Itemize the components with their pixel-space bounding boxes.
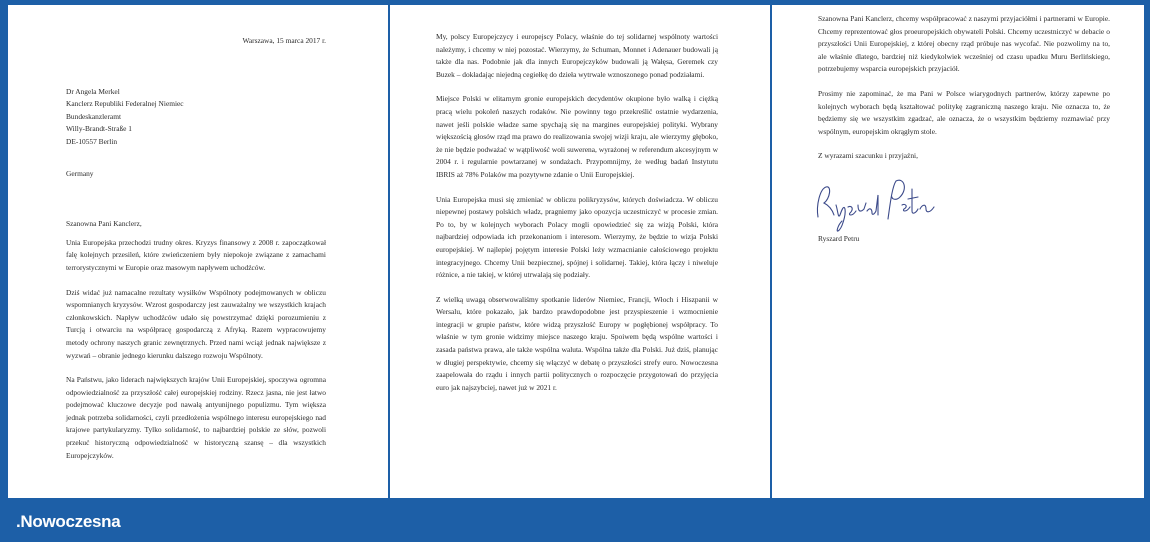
address-line: Kanclerz Republiki Federalnej Niemiec [66, 99, 184, 109]
nowoczesna-logo: .Nowoczesna [16, 512, 121, 531]
paragraph: Z wielką uwagą obserwowaliśmy spotkanie liderów Niemiec, Francji, Włoch i Hiszpanii w Wersalu, które pokazało, jak bardzo prawdopodobne jest przyspieszenie i wzmocnienie integracji w grupie państw, które widzą przyszłość Europy w pogłębionej współpracy. To właśnie w tym gronie widzimy miejsce naszego kraju. Spoiwem będą wspólne wartości i zasada państwa prawa, ale także wspólna waluta. Wspólna także dla Polski. Już dziś, planując w długiej perspektywie, chcemy się włączyć w debatę o przyszłości strefy euro. Nowoczesna zaapelowała do rządu i innych partii politycznych o rozpoczęcie przygotowań do przyjęcia euro jak najszybciej, nawet już w 2021 r. [436, 294, 718, 392]
paragraph: Na Państwu, jako liderach największych krajów Unii Europejskiej, spoczywa ogromna odpowiedzialność za przyszłość całej europejskiej rodziny. Rzecz jasna, nie jest łatwo podejmować kluczowe decyzje pod nawałą antyunijnego populizmu. Tym większa jednak potrzeba solidarności, czyli przedłożenia wspólnego interesu europejskiego nad krajowe partykularyzmy. Tylko solidarność, to najbardziej polskie ze słów, pozwoli przekuć historyczną odpowiedzialność w historyczną szansę – dla wszystkich Europejczyków. [66, 375, 326, 460]
paragraph: Miejsce Polski w elitarnym gronie europejskich decydentów okupione było walką i ciężką pracą wielu pokoleń naszych rodaków. Nie powinny tego przekreślić ostatnie wydarzenia, nawet jeśli polskie władze same spychają się na margines europejskiej polityki. Wybrany większością głosów rząd ma prawo do realizowania swojej wizji kraju, ale wierzymy głęboko, że nie będzie podważać w wątpliwość woli suwerena, wyrażonej w referendum akcesyjnym w 2004 r. i regularnie powtarzanej w sondażach. Przypomnijmy, że według badań Instytutu IBRIS aż 78% Polaków ma pozytywne zdanie o Unii Europejskiej. [436, 94, 718, 179]
letter-date: Warszawa, 15 marca 2017 r. [242, 36, 326, 45]
paragraph: Unia Europejska przechodzi trudny okres. Kryzys finansowy z 2008 r. zapoczątkował falę kolejnych przesileń, które zwieńczeniem były niepokoje związane z zamachami terrorystycznymi w Europie oraz masowym napływem uchodźców. [66, 237, 326, 272]
paragraph: My, polscy Europejczycy i europejscy Polacy, właśnie do tej solidarnej wspólnoty wartości należymy, i chcemy w niej pozostać. Wierzymy, że Schuman, Monnet i Adenauer budowali ją także dla nas. Podobnie jak dla innych Europejczyków budowali ją Wałęsa, Geremek czy Buzek – dokładając niejedną cegiełkę do dzieła wytrwale wznoszonego ponad podziałami. [436, 32, 718, 79]
letter-page-2 [390, 5, 770, 498]
paragraph: Dziś widać już namacalne rezultaty wysiłków Wspólnoty podejmowanych w obliczu wspomnianych kryzysów. Wzrost gospodarczy jest zauważalny we wszystkich krajach członkowskich. Napływ uchodźców udało się powstrzymać dzięki porozumieniu z Turcją i otwarciu na współpracę gospodarczą z Afryką. Razem wypracowujemy metody ochrony naszych granic zewnętrznych. Przed nami wciąż jednak największe z wyzwań – obranie jednego kierunku dalszego rozwoju Wspólnoty. [66, 287, 326, 360]
closing-line: Z wyrazami szacunku i przyjaźni, [818, 151, 918, 161]
recipient-country: Germany [66, 168, 94, 178]
signer-name: Ryszard Petru [818, 233, 860, 243]
paragraph: Unia Europejska musi się zmieniać w obliczu polikryzysów, których doświadcza. W obliczu niepewnej postawy polskich władz, pragniemy jako opozycja uczestniczyć w procesie zmian. Po to, by w kolejnych wyborach Polacy mogli opowiedzieć się za wizją Polski, która najbardziej odpowiada ich przekonaniom i interesom. Wierzymy, że będzie to wizja Polski europejskiej. W najlepiej pojętym interesie Polski leży wzmacnianie całościowego projektu integracyjnego. Chcemy Unii bezpiecznej, spójnej i solidarnej. Takiej, która łączy i niweluje różnice, a nie takiej, w której utrwalają się podziały. [436, 194, 718, 280]
address-line: Bundeskanzleramt [66, 111, 122, 121]
paragraph: Prosimy nie zapominać, że ma Pani w Polsce wiarygodnych partnerów, którzy zapewne po kolejnych wyborach będą kształtować politykę zagraniczną naszego kraju. Nie oznacza to, że będziemy się we wszystkim zgadzać, ale oznacza, że o wszystkim będziemy rozmawiać przy wspólnym, europejskim okrągłym stole. [818, 88, 1110, 136]
recipient-address [66, 86, 326, 149]
letter-page-3 [772, 5, 1144, 498]
paragraph: Szanowna Pani Kanclerz, chcemy współpracować z naszymi przyjaciółmi i partnerami w Europie. Chcemy reprezentować głos proeuropejskich obywateli Polski. Chcemy uczestniczyć w debacie o przyszłości Unii Europejskiej, z której obecny rząd próbuje nas wycofać. Nie pozwolimy na to, ale właśnie dlatego, bardziej niż kiedykolwiek wcześniej od czasu upadku Muru Berlińskiego, potrzebujemy wsparcia europejskich przyjaciół. [818, 14, 1110, 74]
address-line: DE-10557 Berlin [66, 136, 118, 146]
handwritten-signature [812, 175, 942, 235]
address-line: Willy-Brandt-Straße 1 [66, 124, 132, 134]
salutation: Szanowna Pani Kanclerz, [66, 219, 142, 229]
letter-page-1 [8, 5, 388, 498]
address-line: Dr Angela Merkel [66, 86, 120, 96]
